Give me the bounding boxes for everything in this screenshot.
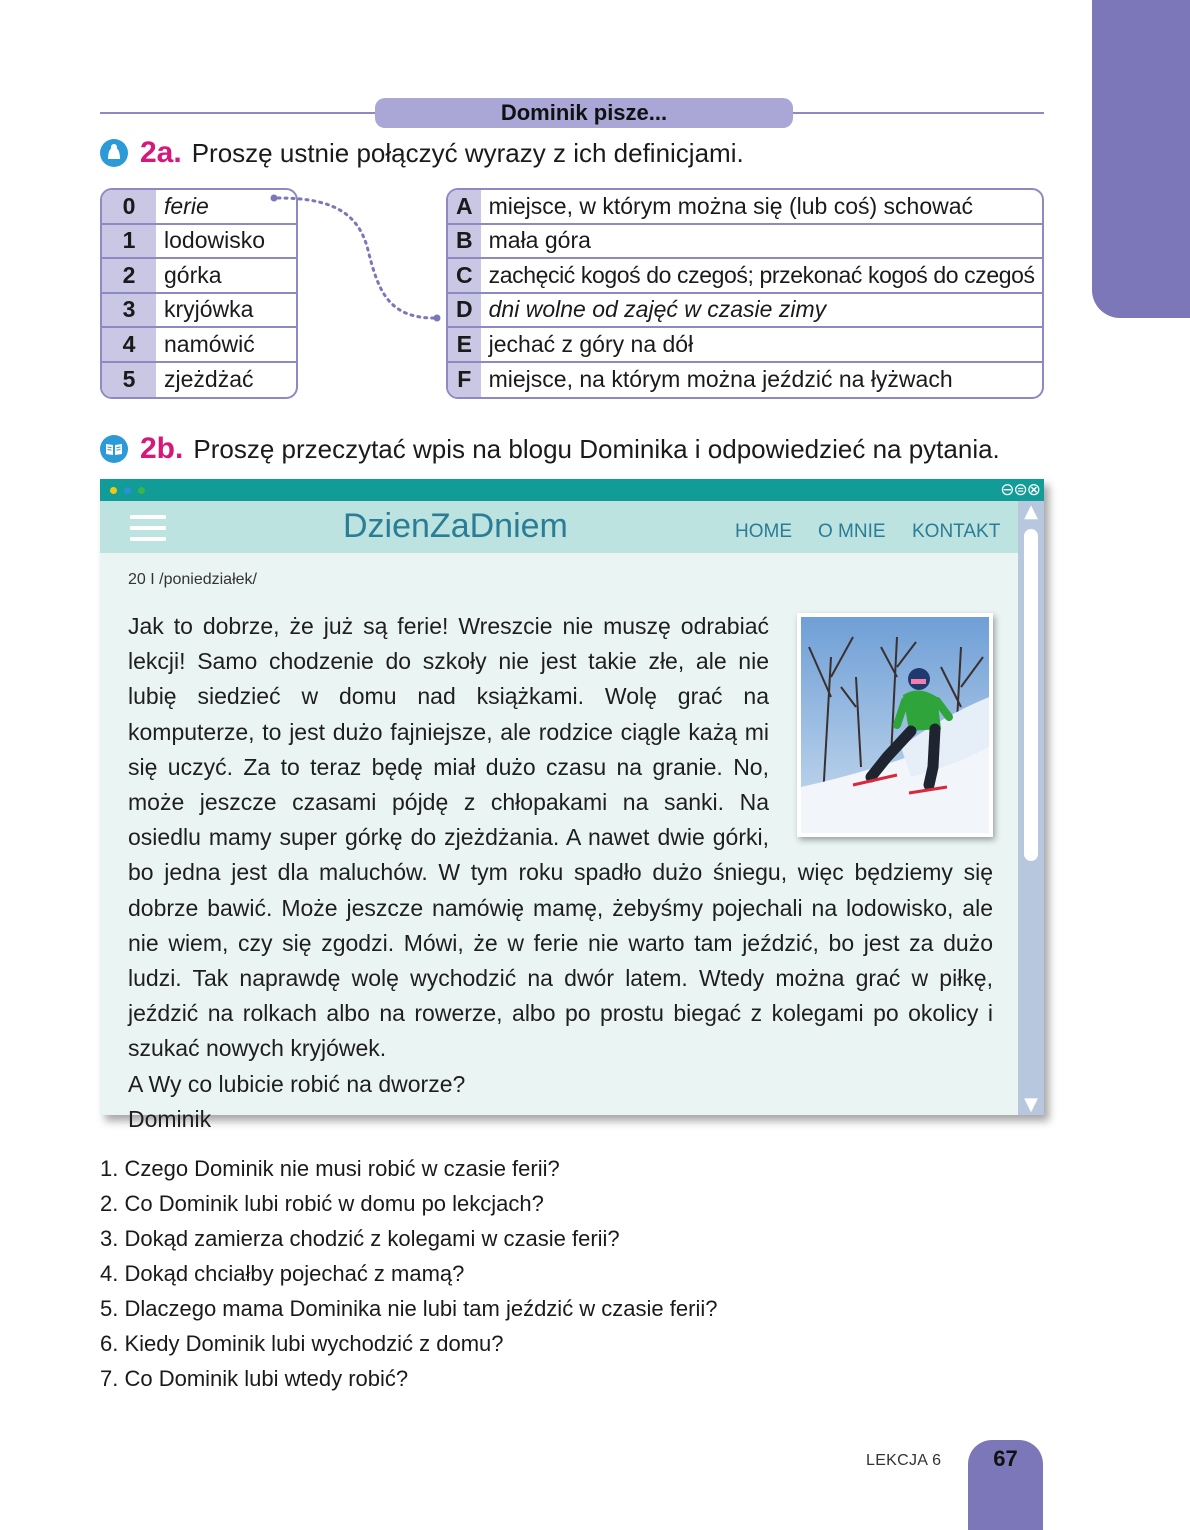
question-item: 3. Dokąd zamierza chodzić z kolegami w czasie ferii? <box>100 1226 620 1251</box>
blog-navbar <box>100 501 1018 553</box>
skier-photo <box>797 613 993 837</box>
definition-key: E <box>448 328 481 363</box>
scroll-up-arrow-icon[interactable]: ▲ <box>1024 501 1038 522</box>
word-key: 1 <box>102 225 156 260</box>
blog-window <box>100 479 1044 1132</box>
scrollbar[interactable] <box>1018 501 1044 1115</box>
scroll-thumb[interactable] <box>1024 529 1038 861</box>
question-item: 1. Czego Dominik nie musi robić w czasie ferii? <box>100 1156 560 1181</box>
table-row <box>448 294 1043 329</box>
definition-text: miejsce, w którym można się (lub coś) schować <box>481 190 1043 225</box>
table-row <box>448 328 1043 363</box>
question-item: 2. Co Dominik lubi robić w domu po lekcjach? <box>100 1191 544 1216</box>
definition-text: jechać z góry na dół <box>481 328 1043 363</box>
post-body <box>128 609 993 1137</box>
word-key: 2 <box>102 259 156 294</box>
word-text: zjeżdżać <box>164 366 254 393</box>
nav-link-o-mnie[interactable]: O MNIE <box>818 521 886 542</box>
table-row <box>102 328 296 363</box>
question-item: 5. Dlaczego mama Dominika nie lubi tam jeździć w czasie ferii? <box>100 1296 718 1321</box>
scroll-down-arrow-icon[interactable]: ▼ <box>1024 1094 1038 1115</box>
example-connector <box>268 190 448 326</box>
window-dot-yellow <box>110 487 117 494</box>
section-title: Dominik pisze... <box>375 98 793 128</box>
definition-key: F <box>448 363 481 398</box>
table-row <box>102 190 296 225</box>
question-item: 7. Co Dominik lubi wtedy robić? <box>100 1366 409 1391</box>
task-instruction: Proszę przeczytać wpis na blogu Dominika i odpowiedzieć na pytania. <box>193 433 1000 464</box>
post-paragraph: Jak to dobrze, że już są ferie! Wreszcie nie muszę odrabiać lekcji! Samo chodzenie do szkoły nie jest takie złe, ale nie lubię siedzieć w domu nad książkami. Wolę grać na komputerze, to jest dużo fajniejsze, ale rodzice ciągle każą mi się uczyć. Za to teraz będę miał dużo czasu na granie. No, może jeszcze czasami pójdę z chłopakami na sanki. Na osiedlu mamy super górkę do zjeżdżania. A nawet dwie górki, bo jedna jest dla maluchów. W tym roku spadło dużo śniegu, więc będziemy się dobrze bawić. Może jeszcze namówię mamę, żebyśmy pojechali na lodowisko, ale nie wiem, czy się zgodzi. Mówi, że w ferie nie warto tam jeździć, bo jest za dużo ludzi. Tak naprawdę wolę wychodzić na dwór latem. Wtedy można grać w piłkę, jeździć na rolkach albo na rowerze, albo po prostu biegać z kolegami po okolicy i szukać nowych kryjówek. <box>128 613 993 1062</box>
definition-key: A <box>448 190 481 225</box>
task-2b-heading <box>100 432 1000 466</box>
word-text: górka <box>156 259 296 294</box>
table-row <box>448 225 1043 260</box>
table-row <box>102 225 296 260</box>
definition-key: D <box>448 294 481 329</box>
table-row <box>102 294 296 329</box>
word-text: ferie <box>156 190 296 225</box>
definition-text: mała góra <box>481 225 1043 260</box>
task-number: 2b. <box>140 432 184 465</box>
task-2a-heading <box>100 136 744 170</box>
side-tab <box>1092 0 1190 318</box>
post-closing-question: A Wy co lubicie robić na dworze? <box>128 1070 466 1097</box>
table-row <box>448 363 1043 398</box>
task-number: 2a. <box>140 136 182 169</box>
definition-key: B <box>448 225 481 260</box>
word-text: namówić <box>156 328 296 363</box>
nav-link-home[interactable]: HOME <box>735 521 792 542</box>
definitions-table <box>446 188 1044 399</box>
task-instruction: Proszę ustnie połączyć wyrazy z ich definicjami. <box>191 137 744 168</box>
definition-key: C <box>448 259 481 294</box>
table-row <box>448 259 1043 294</box>
word-key: 0 <box>102 190 156 225</box>
page-number: 67 <box>968 1440 1043 1530</box>
definition-text: miejsce, na którym można jeździć na łyżwach <box>488 366 953 393</box>
question-item: 6. Kiedy Dominik lubi wychodzić z domu? <box>100 1331 504 1356</box>
word-text: kryjówka <box>156 294 296 329</box>
post-signature: Dominik <box>128 1105 212 1132</box>
word-key: 3 <box>102 294 156 329</box>
window-controls-icon[interactable]: ⊖⊜⊗ <box>1000 480 1040 500</box>
blog-title[interactable]: DzienZaDniem <box>343 507 568 545</box>
nav-link-kontakt[interactable]: KONTAKT <box>912 521 1001 542</box>
window-dot-green <box>138 487 145 494</box>
hamburger-menu-icon[interactable] <box>130 515 166 541</box>
word-key: 5 <box>102 363 156 398</box>
word-key: 4 <box>102 328 156 363</box>
table-row <box>448 190 1043 225</box>
post-date: 20 I /poniedziałek/ <box>128 571 257 588</box>
lesson-label: LEKCJA 6 <box>866 1452 942 1469</box>
word-text: lodowisko <box>156 225 296 260</box>
definition-text: zachęcić kogoś do czegoś; przekonać kogoś do czegoś <box>481 259 1043 294</box>
window-titlebar <box>100 479 1044 501</box>
table-row <box>102 259 296 294</box>
question-item: 4. Dokąd chciałby pojechać z mamą? <box>100 1261 465 1286</box>
speaking-head-icon <box>100 139 128 167</box>
definition-text: dni wolne od zajęć w czasie zimy <box>481 294 1043 329</box>
book-icon <box>100 435 128 463</box>
window-dot-blue <box>124 487 131 494</box>
questions-list <box>100 1151 717 1396</box>
table-row <box>102 363 296 398</box>
